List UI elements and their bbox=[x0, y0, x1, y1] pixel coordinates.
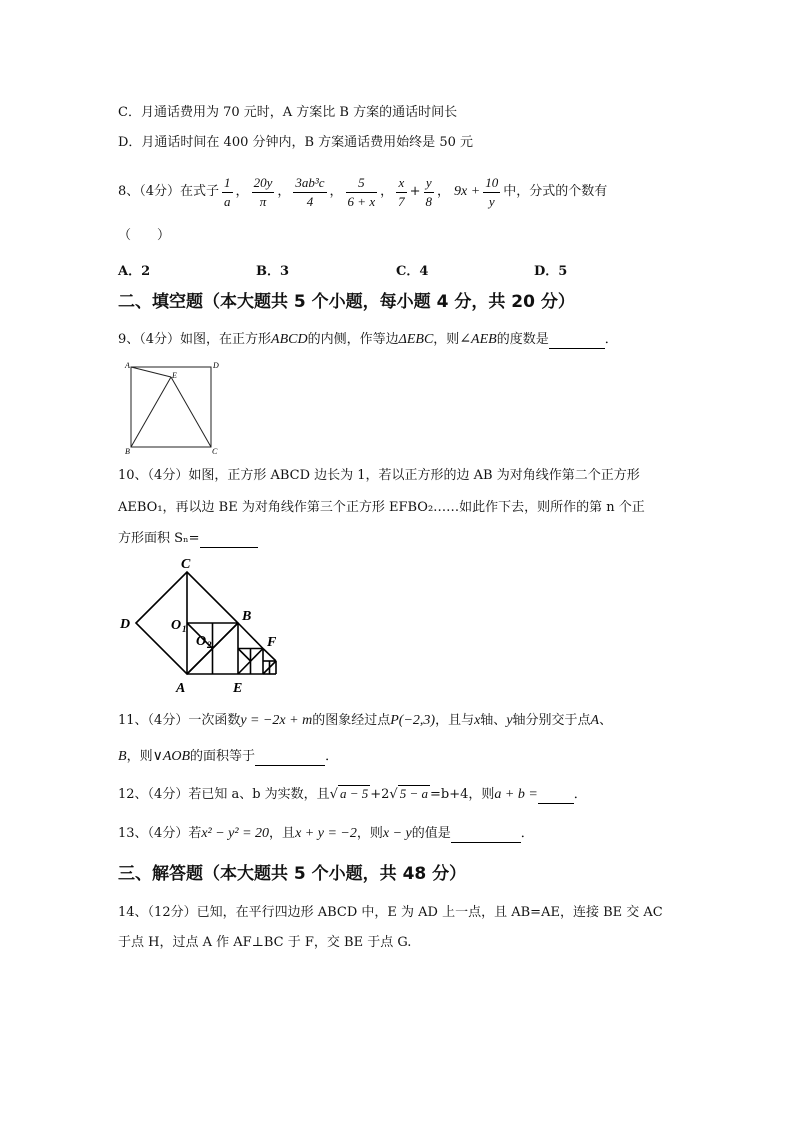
q12-sqrt-2: 5 − a bbox=[399, 786, 428, 801]
q8-stem: 8、（4分）在式子 $\frac{1}{a}$ ， $\frac{20y}{\pi}$ ， $\frac{\text{3ab³c}}{4}$ ， $\frac{5}{6 + x}$ ， $\frac{x}{7}$ + $\frac{y}{8}$ ， 9x + $\frac{10}{y}$ 中，分式的个数有 bbox=[118, 174, 608, 209]
q12-sqrt-1: a − 5 bbox=[339, 786, 369, 801]
q10-label-f: F bbox=[267, 635, 277, 650]
q8-option-b: B．3 bbox=[256, 264, 290, 279]
q10-label-o2: O bbox=[196, 634, 207, 649]
q10-label-a: A bbox=[176, 681, 186, 696]
q8-frac-4: $\frac{5}{6 + x}$ bbox=[347, 174, 376, 209]
q11-point: P(−2,3) bbox=[390, 713, 436, 728]
q8-option-c: C．4 bbox=[396, 264, 429, 279]
q11-function: y = −2x + m bbox=[240, 713, 313, 728]
q8-frac-6: $\frac{y}{8}$ bbox=[425, 174, 433, 209]
q10-label-o1: O bbox=[171, 618, 182, 633]
q14-line-2: 于点 H，过点 A 作 AF⊥BC 于 F，交 BE 于点 G. bbox=[118, 935, 412, 950]
q11-line-2: B，则∨AOB的面积等于 ． bbox=[118, 749, 339, 764]
q9-label-d: D bbox=[213, 361, 219, 370]
q9-label-e: E bbox=[172, 371, 177, 380]
q13-stem: 13、（4分）若x² − y² = 20，且x + y = −2，则x − y的值是 ． bbox=[118, 826, 534, 841]
q11-line-1: 11、（4分）一次函数y = −2x + m的图象经过点P(−2,3)，且与x轴、y轴分别交于点A、 bbox=[118, 713, 613, 728]
q8-suffix: 中，分式的个数有 bbox=[503, 184, 608, 199]
q8-expr-9x: 9x + bbox=[454, 184, 481, 199]
q8-frac-5: $\frac{x}{7}$ bbox=[398, 174, 405, 209]
q8-frac-7: $\frac{10}{y}$ bbox=[485, 174, 499, 209]
q10-label-o1-sub: 1 bbox=[182, 624, 187, 634]
q9-square-figure bbox=[124, 360, 220, 456]
q11-answer-blank bbox=[255, 753, 325, 766]
q10-answer-blank bbox=[200, 535, 258, 548]
q12-stem: 12、（4分）若已知 a、b 为实数，且√ a − 5 +2√ 5 − a =b+4，则a + b = ． bbox=[118, 786, 587, 802]
q8-paren: （ ） bbox=[118, 228, 171, 243]
q14-line-1: 14、（12分）已知，在平行四边形 ABCD 中，E 为 AD 上一点，且 AB=AE，连接 BE 交 AC bbox=[118, 905, 663, 920]
q7-option-d: D．月通话时间在 400 分钟内，B 方案通话费用始终是 50 元 bbox=[118, 135, 473, 150]
q12-answer-blank bbox=[538, 791, 574, 804]
q10-label-b: B bbox=[242, 609, 252, 624]
q10-squares-figure bbox=[114, 552, 286, 696]
q8-option-d: D．5 bbox=[534, 264, 568, 279]
q8-prefix: 8、（4分）在式子 bbox=[118, 184, 220, 199]
q7-option-c: C．月通话费用为 70 元时，A 方案比 B 方案的通话时间长 bbox=[118, 105, 458, 120]
q9-label-c: C bbox=[212, 447, 218, 456]
section-3-heading: 三、解答题（本大题共 5 个小题，共 48 分） bbox=[118, 864, 467, 884]
q9-label-b: B bbox=[125, 447, 130, 456]
q10-label-c: C bbox=[181, 557, 191, 572]
q10-line-3: 方形面积 Sₙ= bbox=[118, 530, 258, 548]
q9-stem: 9、（4分）如图，在正方形ABCD的内侧，作等边ΔEBC，则∠AEB的度数是 ． bbox=[118, 332, 618, 347]
q13-answer-blank bbox=[451, 830, 521, 843]
q8-option-a: A．2 bbox=[118, 264, 151, 279]
q10-label-e: E bbox=[233, 681, 243, 696]
q8-frac-3: $\frac{\text{3ab³c}}{4}$ bbox=[295, 174, 325, 209]
section-2-heading: 二、填空题（本大题共 5 个小题，每小题 4 分，共 20 分） bbox=[118, 292, 575, 312]
q8-frac-1: $\frac{1}{a}$ bbox=[224, 174, 231, 209]
q10-line-2: AEBO₁，再以边 BE 为对角线作第三个正方形 EFBO₂……如此作下去，则所作的第 n 个正 bbox=[118, 500, 645, 515]
q10-line-1: 10、（4分）如图，正方形 ABCD 边长为 1，若以正方形的边 AB 为对角线作第二个正方形 bbox=[118, 468, 640, 483]
q10-label-d: D bbox=[120, 617, 131, 632]
q9-answer-blank bbox=[549, 336, 605, 349]
q8-frac-2: $\frac{20y}{\pi}$ bbox=[253, 174, 273, 209]
q10-label-o2-sub: 2 bbox=[207, 640, 212, 650]
q9-label-a: A bbox=[125, 361, 130, 370]
